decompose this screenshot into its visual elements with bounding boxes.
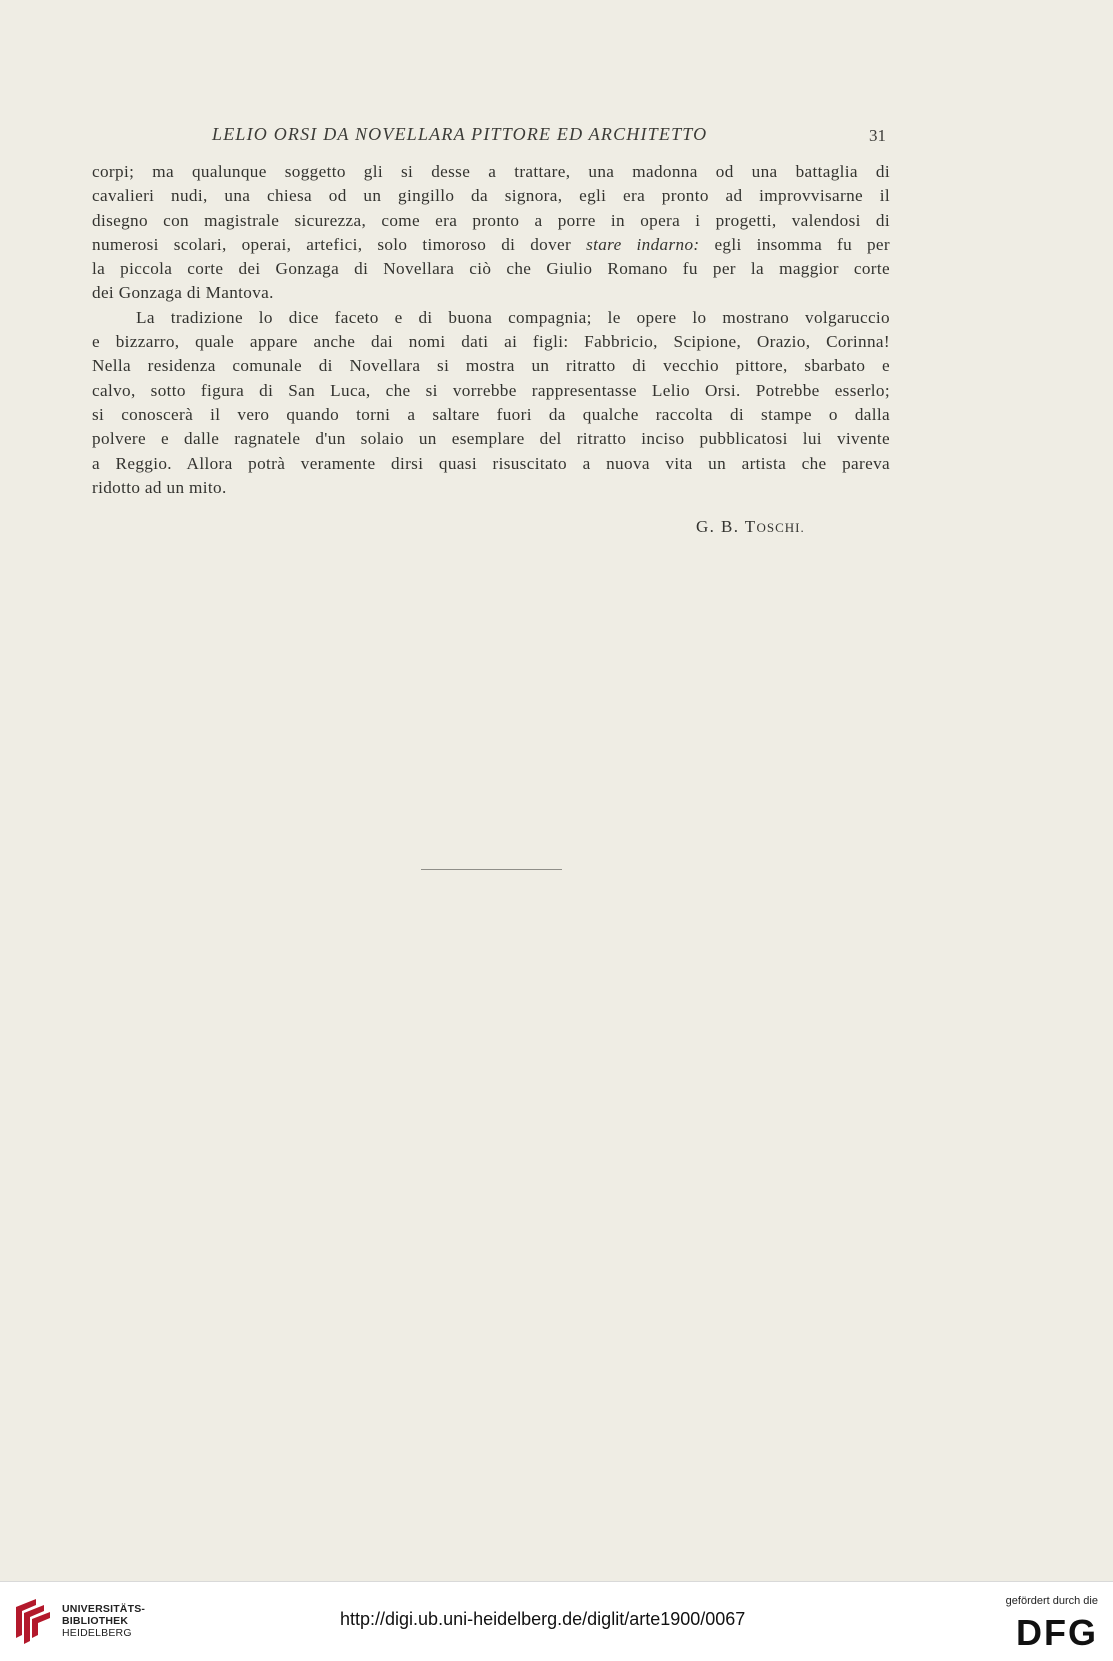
- text-line: calvo, sotto figura di San Luca, che si vorrebbe rappresentasse Lelio Orsi. Potrebbe esserlo;: [92, 380, 890, 400]
- text-line: [92, 233, 890, 257]
- text-run: egli insomma fu per: [699, 234, 890, 254]
- text-line: ridotto ad un mito.: [92, 477, 227, 497]
- italic-phrase: stare indarno:: [586, 234, 700, 254]
- author-signature: [696, 517, 805, 537]
- text-line: si conoscerà il vero quando torni a saltare fuori da qualche raccolta di stampe o dalla: [92, 404, 890, 424]
- library-logo-icon[interactable]: [12, 1595, 54, 1645]
- page-number: 31: [869, 126, 886, 145]
- text-line: a Reggio. Allora potrà veramente dirsi quasi risuscitato a nuova vita un artista che pareva: [92, 453, 890, 473]
- library-name-line: UNIVERSITÄTS-: [62, 1603, 146, 1615]
- article-text: [92, 160, 890, 500]
- author-initials: G. B. T: [696, 517, 757, 536]
- text-run: numerosi scolari, operai, artefici, solo timoroso di dover: [92, 234, 587, 254]
- library-name-line: BIBLIOTHEK: [62, 1615, 129, 1627]
- text-line: e bizzarro, quale appare anche dai nomi dati ai figli: Fabbricio, Scipione, Orazio, Corinna!: [92, 332, 890, 352]
- text-line: Nella residenza comunale di Novellara si mostra un ritratto di vecchio pittore, sbarbato e: [92, 356, 890, 376]
- end-rule: [421, 869, 562, 870]
- text-line: cavalieri nudi, una chiesa od un gingillo da signora, egli era pronto ad improvvisarne il: [92, 186, 890, 206]
- viewer-footer: [0, 1581, 1113, 1661]
- text-line: disegno con magistrale sicurezza, come era pronto a porre in opera i progetti, valendosi di: [92, 210, 890, 230]
- paragraph-first-line: La tradizione lo dice faceto e di buona compagnia; le opere lo mostrano volgaruccio: [136, 307, 890, 327]
- author-surname: OSCHI.: [756, 520, 805, 535]
- text-line: dei Gonzaga di Mantova.: [92, 283, 274, 303]
- text-line: corpi; ma qualunque soggetto gli si desse a trattare, una madonna od una battaglia di: [92, 162, 890, 181]
- library-name-line: HEIDELBERG: [62, 1627, 132, 1639]
- library-name[interactable]: [62, 1603, 145, 1639]
- text-line: la piccola corte dei Gonzaga di Novellara ciò che Giulio Romano fu per la maggior corte: [92, 259, 890, 279]
- running-title: LELIO ORSI DA NOVELLARA PITTORE ED ARCHITETTO: [212, 124, 708, 144]
- text-line: polvere e dalle ragnatele d'un solaio un esemplare del ritratto inciso pubblicatosi lui vivente: [92, 429, 890, 449]
- dfg-logo[interactable]: DFG: [1016, 1612, 1098, 1653]
- permalink[interactable]: http://digi.ub.uni-heidelberg.de/diglit/arte1900/0067: [340, 1609, 746, 1629]
- page-header: [92, 118, 892, 148]
- funding-label: gefördert durch die: [1005, 1595, 1098, 1607]
